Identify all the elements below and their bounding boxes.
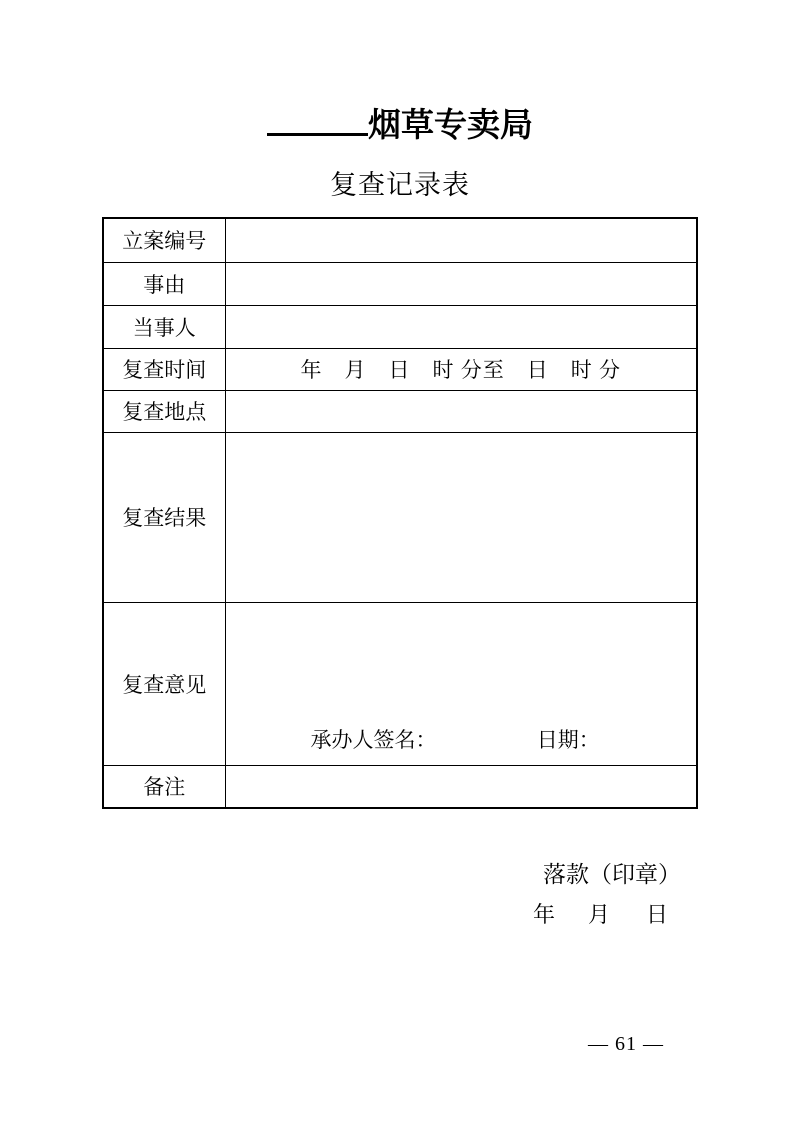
review-location-cell [225, 390, 697, 432]
party-cell [225, 305, 697, 348]
page-number: — 61 — [588, 1033, 664, 1055]
row-label-cause: 事由 [103, 262, 225, 305]
seal-label: 落款（印章） [543, 862, 681, 887]
review-record-table [102, 217, 698, 809]
case-number-cell [225, 218, 697, 262]
handler-signature-label: 承办人签名： [310, 727, 437, 752]
table-row [103, 390, 697, 432]
table-row [103, 765, 697, 808]
row-label-review-result: 复查结果 [103, 432, 225, 602]
row-label-remarks: 备注 [103, 765, 225, 808]
review-time-cell: 年 月 日 时 分至 日 时 分 [225, 348, 697, 390]
title-text: 烟草专卖局 [368, 108, 533, 144]
row-label-party: 当事人 [103, 305, 225, 348]
row-label-review-time: 复查时间 [103, 348, 225, 390]
opinion-date-label: 日期： [536, 727, 600, 752]
table-row [103, 262, 697, 305]
table-row [103, 432, 697, 602]
page-subtitle: 复查记录表 [330, 170, 470, 200]
footer-date-line [533, 898, 668, 929]
table-row [103, 602, 697, 765]
table-row [103, 305, 697, 348]
review-opinion-cell [225, 602, 697, 765]
date-day: 日 [646, 902, 669, 927]
row-label-case-number: 立案编号 [103, 218, 225, 262]
row-label-review-location: 复查地点 [103, 390, 225, 432]
title-blank-line [267, 102, 368, 136]
date-month: 月 [588, 902, 611, 927]
row-label-review-opinion: 复查意见 [103, 602, 225, 765]
date-year: 年 [533, 902, 556, 927]
review-result-cell [225, 432, 697, 602]
cause-cell [225, 262, 697, 305]
table-row [103, 348, 697, 390]
remarks-cell [225, 765, 697, 808]
signature-row [311, 724, 600, 754]
table-row [103, 218, 697, 262]
page-title [103, 102, 697, 147]
